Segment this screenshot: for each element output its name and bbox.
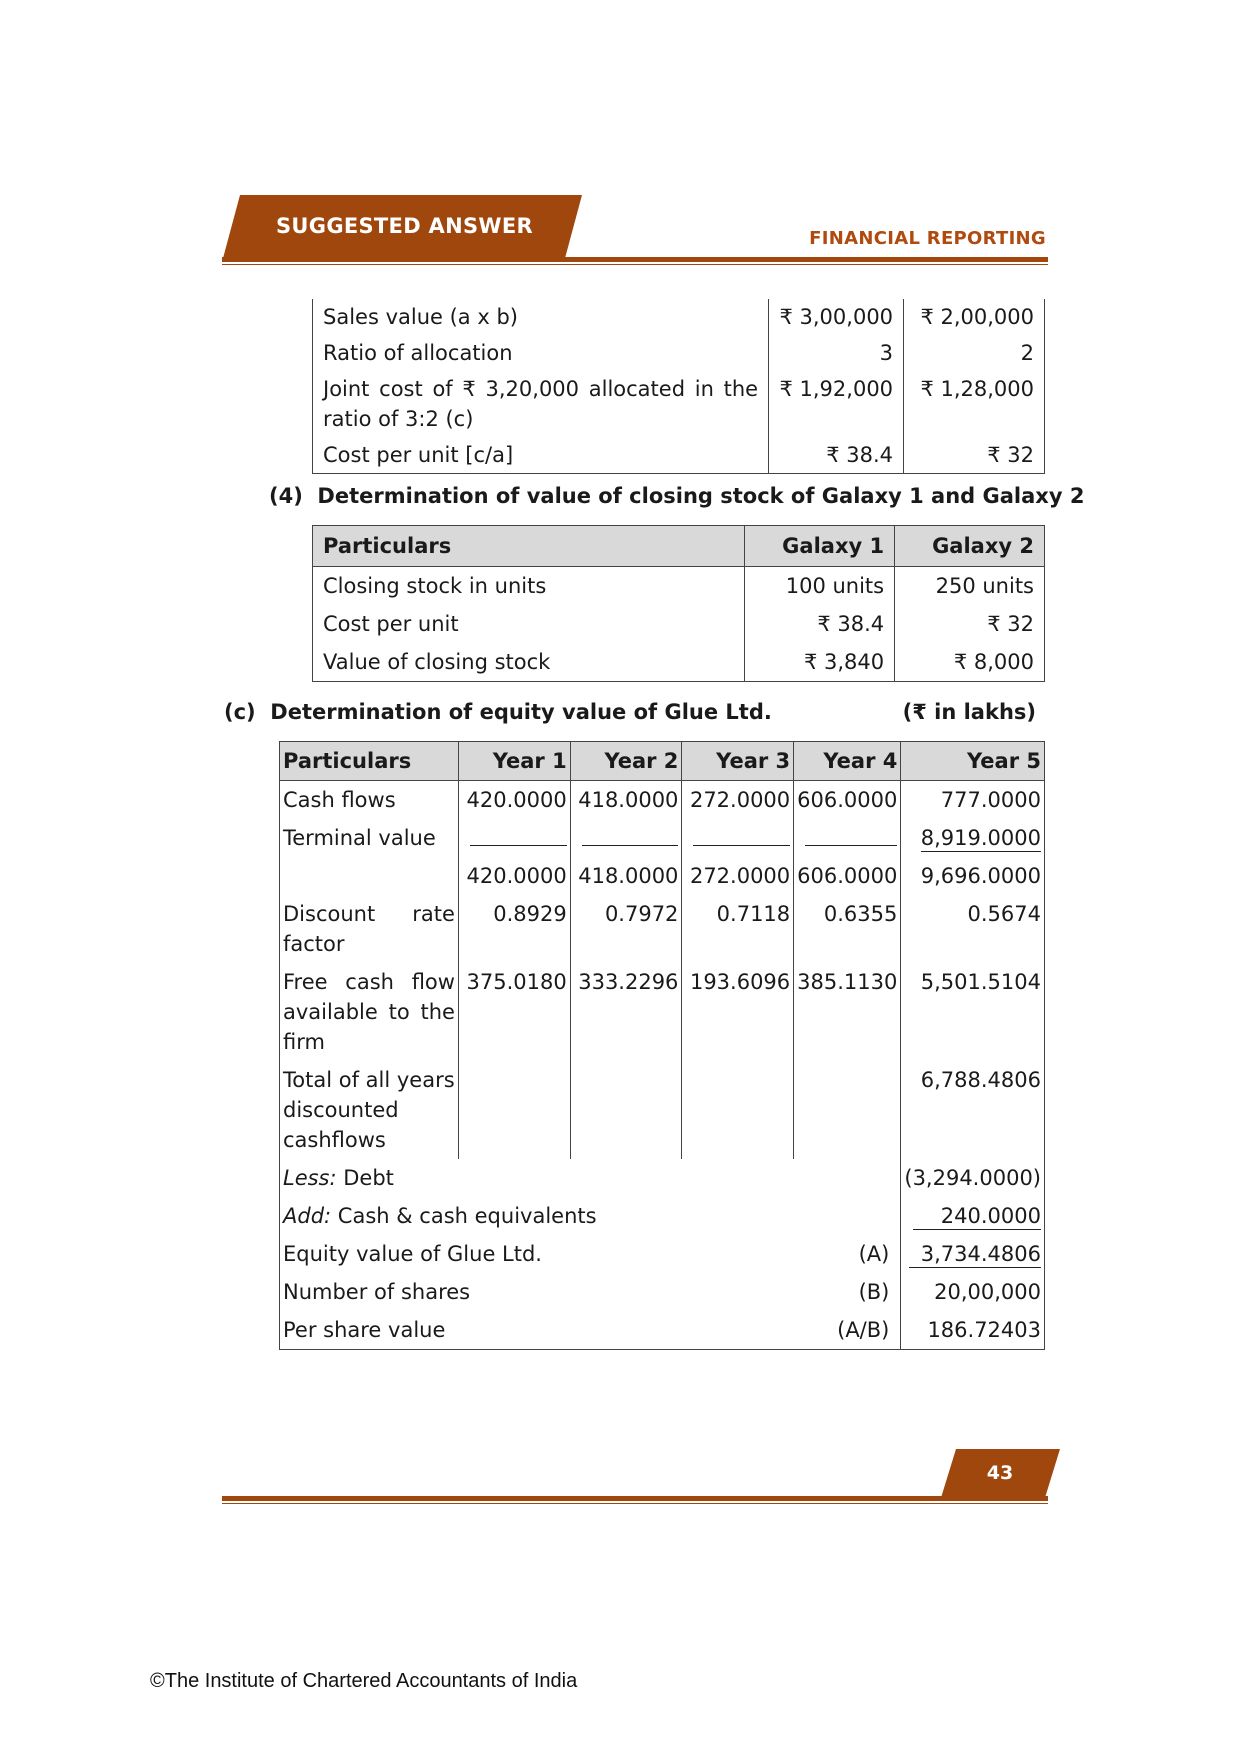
year5-value: 777.0000 <box>901 781 1045 820</box>
galaxy2-value: ₹ 32 <box>904 437 1045 474</box>
galaxy1-value: 3 <box>769 335 904 371</box>
closing-stock-table <box>312 525 1045 682</box>
equity-value: 3,734.4806 <box>909 1241 1041 1268</box>
year4-value: 0.6355 <box>794 895 901 963</box>
blank-line <box>582 823 679 846</box>
galaxy1-value: ₹ 3,00,000 <box>769 299 904 335</box>
table-row <box>280 857 1045 895</box>
table-row <box>313 299 1045 335</box>
year4-value: 385.1130 <box>794 963 901 1061</box>
galaxy2-value: 250 units <box>895 567 1045 606</box>
year5-value: 0.5674 <box>901 895 1045 963</box>
row-label: Cash flows <box>283 788 396 812</box>
year1-value: 375.0180 <box>458 963 570 1061</box>
table-row <box>313 567 1045 606</box>
row-label: Number of shares (B) <box>283 1280 890 1304</box>
row-label: Joint cost of ₹ 3,20,000 allocated in the ratio of 3:2 (c) <box>323 377 759 431</box>
row-label: Less: Debt <box>283 1166 394 1190</box>
col-header-year2: Year 2 <box>570 742 682 781</box>
section-c-unit: (₹ in lakhs) <box>902 700 1036 724</box>
col-header-particulars: Particulars <box>280 742 459 781</box>
year1-value: 0.8929 <box>458 895 570 963</box>
section-c-heading: (c) Determination of equity value of Glue Ltd. <box>224 700 772 724</box>
blank-line <box>805 823 897 846</box>
per-share-value: 186.72403 <box>901 1311 1045 1350</box>
row-label: Cost per unit [c/a] <box>323 443 514 467</box>
blank-line <box>470 823 567 846</box>
footer-rule-thin <box>222 1503 1048 1504</box>
copyright-notice: ©The Institute of Chartered Accountants of India <box>150 1670 578 1692</box>
header-tab-label: SUGGESTED ANSWER <box>276 214 533 238</box>
galaxy1-value: ₹ 38.4 <box>745 605 895 643</box>
galaxy1-value: ₹ 1,92,000 <box>769 371 904 437</box>
galaxy2-value: ₹ 8,000 <box>895 643 1045 682</box>
row-label: Cost per unit <box>313 605 745 643</box>
year4-value: 606.0000 <box>794 781 901 820</box>
galaxy1-value: ₹ 38.4 <box>769 437 904 474</box>
year1-value: 420.0000 <box>458 857 570 895</box>
table-row <box>280 819 1045 857</box>
row-label: Value of closing stock <box>313 643 745 682</box>
galaxy2-value: 2 <box>904 335 1045 371</box>
equity-valuation-table <box>279 741 1045 1350</box>
col-header-particulars: Particulars <box>313 526 745 567</box>
row-label: Total of all years discounted cashflows <box>283 1068 455 1152</box>
table-row <box>280 1311 1045 1350</box>
table-row <box>313 605 1045 643</box>
col-header-year1: Year 1 <box>458 742 570 781</box>
galaxy1-value: ₹ 3,840 <box>745 643 895 682</box>
shares-value: 20,00,000 <box>901 1273 1045 1311</box>
year3-value: 272.0000 <box>682 781 794 820</box>
year4-value: 606.0000 <box>794 857 901 895</box>
row-label: Equity value of Glue Ltd. (A) <box>283 1242 890 1266</box>
galaxy2-value: ₹ 32 <box>895 605 1045 643</box>
year2-value: 333.2296 <box>570 963 682 1061</box>
col-header-galaxy1: Galaxy 1 <box>745 526 895 567</box>
year2-value: 418.0000 <box>570 857 682 895</box>
table-row <box>280 1273 1045 1311</box>
row-label: Closing stock in units <box>313 567 745 606</box>
galaxy1-value: 100 units <box>745 567 895 606</box>
year5-value: 9,696.0000 <box>901 857 1045 895</box>
table-row <box>313 371 1045 437</box>
year1-value: 420.0000 <box>458 781 570 820</box>
blank-line <box>693 823 790 846</box>
table-row <box>313 437 1045 474</box>
row-label: Free cash flow available to the firm <box>283 970 455 1054</box>
table-row <box>280 895 1045 963</box>
col-header-galaxy2: Galaxy 2 <box>895 526 1045 567</box>
header-subject: FINANCIAL REPORTING <box>809 228 1046 249</box>
year3-value: 272.0000 <box>682 857 794 895</box>
year3-value: 193.6096 <box>682 963 794 1061</box>
joint-cost-table <box>312 299 1045 474</box>
table-row <box>280 781 1045 820</box>
col-header-year5: Year 5 <box>901 742 1045 781</box>
col-header-year3: Year 3 <box>682 742 794 781</box>
row-label: Add: Cash & cash equivalents <box>283 1204 597 1228</box>
header-rule <box>222 257 1048 262</box>
galaxy2-value: ₹ 1,28,000 <box>904 371 1045 437</box>
debt-value: (3,294.0000) <box>901 1159 1045 1197</box>
year2-value: 0.7972 <box>570 895 682 963</box>
table-row <box>313 335 1045 371</box>
col-header-year4: Year 4 <box>794 742 901 781</box>
cash-value: 240.0000 <box>913 1203 1041 1230</box>
row-label: Discount rate factor <box>283 902 455 956</box>
row-label: Per share value (A/B) <box>283 1318 890 1342</box>
table-row <box>280 1235 1045 1273</box>
table-row <box>280 963 1045 1061</box>
year5-value: 5,501.5104 <box>901 963 1045 1061</box>
table-row <box>280 1159 1045 1197</box>
row-label: Ratio of allocation <box>323 341 513 365</box>
year3-value: 0.7118 <box>682 895 794 963</box>
table-row <box>313 643 1045 682</box>
table-row <box>280 1197 1045 1235</box>
table-header-row <box>313 526 1045 567</box>
table-header-row <box>280 742 1045 781</box>
galaxy2-value: ₹ 2,00,000 <box>904 299 1045 335</box>
table-row <box>280 1061 1045 1159</box>
year5-value: 8,919.0000 <box>920 826 1041 850</box>
footer-rule <box>222 1496 1048 1501</box>
header-rule-thin <box>222 264 1048 265</box>
section-4-heading: (4) Determination of value of closing stock of Galaxy 1 and Galaxy 2 <box>269 484 1085 508</box>
year2-value: 418.0000 <box>570 781 682 820</box>
row-label: Terminal value <box>283 826 436 850</box>
year5-value: 6,788.4806 <box>901 1061 1045 1159</box>
row-label: Sales value (a x b) <box>323 305 518 329</box>
page-number: 43 <box>986 1462 1014 1484</box>
